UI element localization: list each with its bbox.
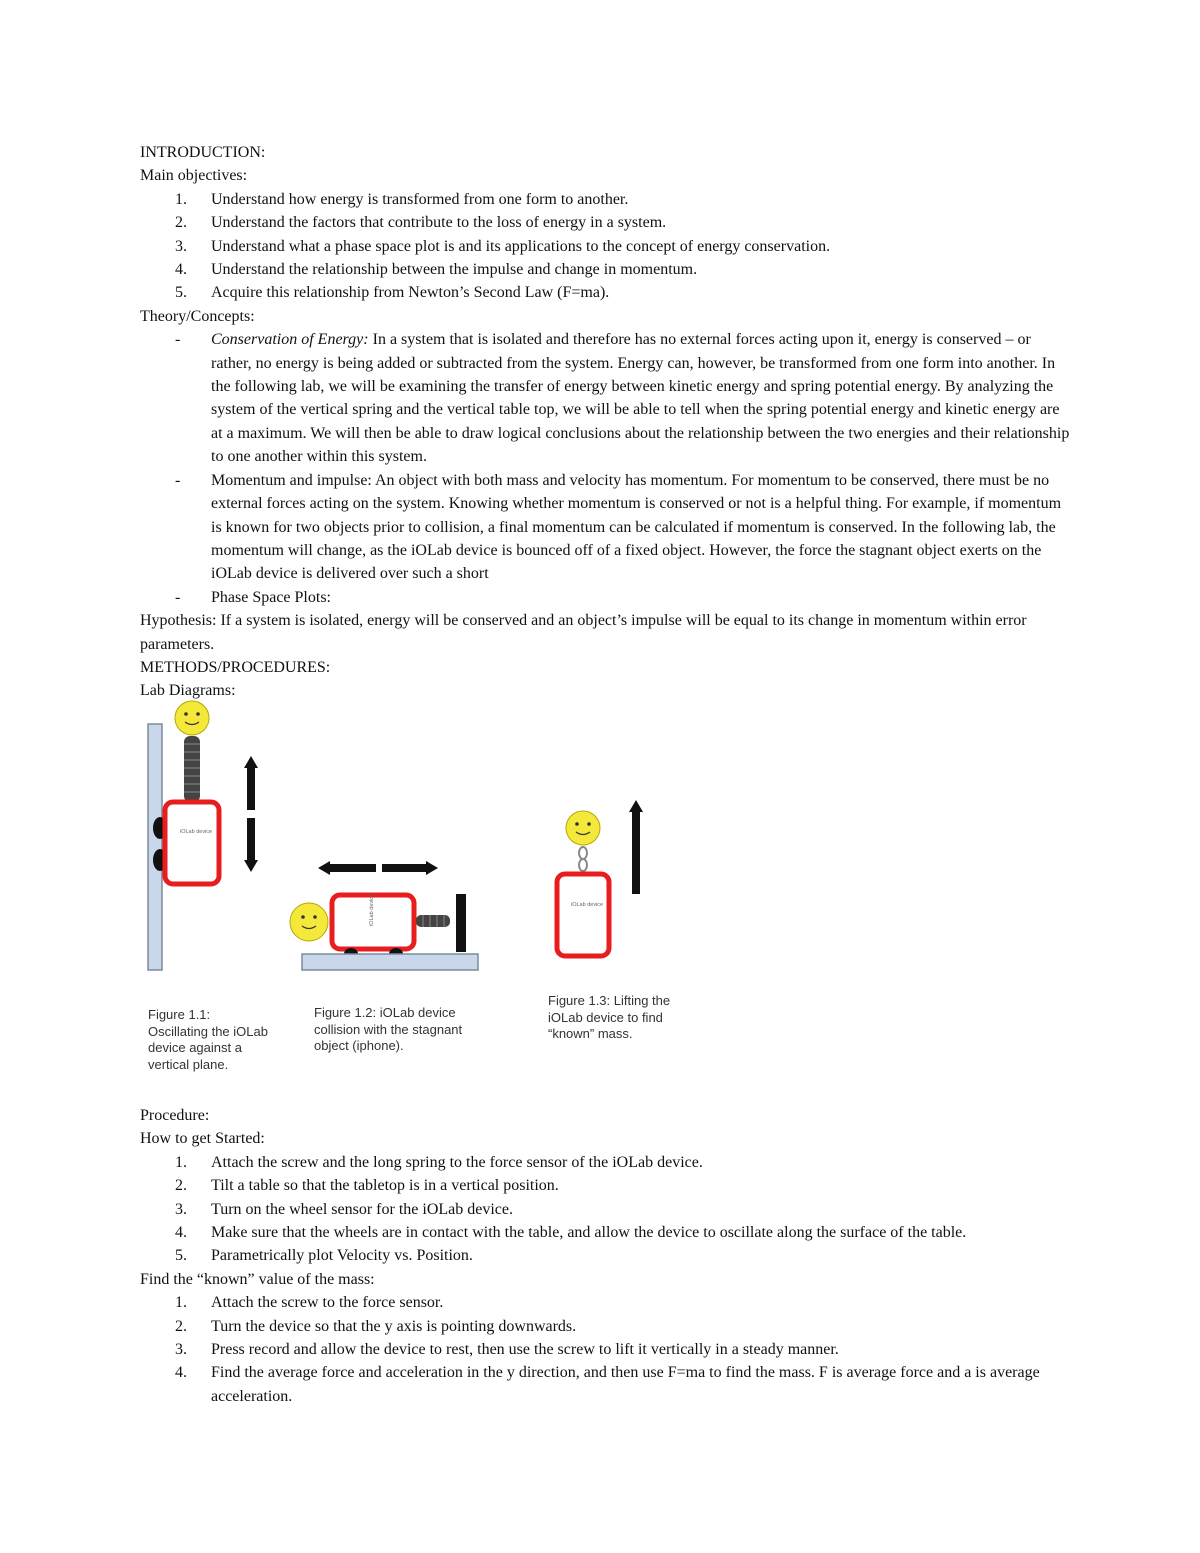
theory-term: Conservation of Energy: bbox=[211, 331, 369, 349]
table-surface bbox=[302, 954, 478, 970]
list-item: 5. Parametrically plot Velocity vs. Position. bbox=[175, 1247, 473, 1265]
list-item: 1. Attach the screw and the long spring to the force sensor of the iOLab device. bbox=[175, 1153, 703, 1171]
smiley-icon bbox=[566, 811, 600, 845]
horizontal-double-arrow-icon bbox=[318, 861, 438, 875]
screw-icon bbox=[579, 847, 587, 871]
stagnant-object-icon bbox=[456, 894, 466, 952]
list-item: 3. Press record and allow the device to rest, then use the screw to lift it vertically in a steady manner. bbox=[175, 1341, 839, 1359]
list-item: 5. Acquire this relationship from Newton’s Second Law (F=ma). bbox=[175, 284, 610, 302]
introduction-section bbox=[140, 141, 1070, 703]
lab-diagrams-label: Lab Diagrams: bbox=[140, 682, 236, 700]
procedure-label: Procedure: bbox=[140, 1107, 210, 1124]
procedure-section bbox=[140, 1104, 1070, 1408]
list-item: 4. Find the average force and acceleration in the y direction, and then use F=ma to find the mass. F is average force and a is average acceleration. bbox=[175, 1364, 1040, 1405]
device-label: iOLab device bbox=[571, 902, 604, 908]
list-item: 3. Turn on the wheel sensor for the iOLab device. bbox=[175, 1200, 513, 1218]
known-mass-list bbox=[140, 1291, 1070, 1408]
list-item: 4. Understand the relationship between the impulse and change in momentum. bbox=[175, 261, 698, 279]
methods-heading: METHODS/PROCEDURES: bbox=[140, 658, 331, 676]
getting-started-list bbox=[140, 1151, 1070, 1268]
list-item: - Phase Space Plots: bbox=[175, 588, 331, 606]
smiley-icon bbox=[290, 903, 328, 941]
known-mass-label: Find the “known” value of the mass: bbox=[140, 1270, 375, 1288]
list-item: 2. Turn the device so that the y axis is pointing downwards. bbox=[175, 1317, 577, 1335]
figure-1-3-caption: Figure 1.3: Lifting the iOLab device to find “known” mass. bbox=[548, 993, 671, 1041]
vertical-double-arrow-icon bbox=[244, 756, 258, 872]
vertical-plane bbox=[148, 724, 162, 970]
up-arrow-icon bbox=[629, 800, 643, 894]
list-item: 1. Attach the screw to the force sensor. bbox=[175, 1294, 444, 1312]
iolab-device-icon bbox=[165, 802, 219, 884]
list-item: 2. Understand the factors that contribute to the loss of energy in a system. bbox=[175, 214, 667, 232]
list-item: - Conservation of Energy: In a system that is isolated and therefore has no external forces acting upon it, energy is conserved – or rather, no energy is being added or subtracted from the system. Energy can, however, be transformed from one form into another. In the following lab, we will be examining the transfer of energy between kinetic energy and spring potential energy. By analyzing the system of the vertical spring and the vertical table top, we will be able to tell when the spring potential energy and kinetic energy are at a maximum. We will then be able to draw logical conclusions about the relationship between the two energies and their relationship to one another within this system. bbox=[175, 331, 1070, 466]
device-label: iOLab device bbox=[180, 829, 213, 835]
list-item: 3. Understand what a phase space plot is and its applications to the concept of energy conservation. bbox=[175, 237, 831, 255]
figure-1-3-illustration bbox=[557, 800, 643, 956]
list-item: 4. Make sure that the wheels are in contact with the table, and allow the device to oscillate along the surface of the table. bbox=[175, 1224, 967, 1242]
lab-diagrams bbox=[140, 700, 700, 990]
list-item: 2. Tilt a table so that the tabletop is in a vertical position. bbox=[175, 1177, 559, 1195]
spring-icon bbox=[184, 736, 200, 802]
figure-1-2-caption: Figure 1.2: iOLab device collision with the stagnant object (iphone). bbox=[314, 1005, 463, 1053]
smiley-icon bbox=[175, 701, 209, 735]
device-label: iOLab device bbox=[369, 893, 375, 926]
figure-1-1-caption: Figure 1.1: Oscillating the iOLab device against a vertical plane. bbox=[148, 1007, 268, 1072]
spring-icon bbox=[416, 915, 450, 927]
list-item: 1. Understand how energy is transformed from one form to another. bbox=[175, 190, 629, 208]
figure-1-1-illustration bbox=[148, 701, 258, 970]
objectives-list bbox=[140, 188, 1070, 305]
introduction-heading: INTRODUCTION: bbox=[140, 144, 266, 161]
getting-started-label: How to get Started: bbox=[140, 1130, 265, 1148]
hypothesis-text: Hypothesis: If a system is isolated, energy will be conserved and an object’s impulse will be equal to its change in momentum within error parameters. bbox=[140, 612, 1027, 653]
objectives-label: Main objectives: bbox=[140, 167, 248, 185]
figure-1-2-illustration bbox=[290, 861, 478, 970]
theory-label: Theory/Concepts: bbox=[140, 307, 255, 325]
list-item: - Momentum and impulse: An object with both mass and velocity has momentum. For momentum to be conserved, there must be no external forces acting on the system. Knowing whether momentum is conserved or not is a helpful thing. For example, if momentum is known for two objects prior to collision, a final momentum can be calculated if momentum is conserved. In the following lab, the momentum will change, as the iOLab device is bounced off of a fixed object. However, the force the stagnant object exerts on the iOLab device is delivered over such a short bbox=[175, 471, 1062, 583]
iolab-device-icon bbox=[557, 874, 609, 956]
theory-list bbox=[140, 328, 1070, 609]
